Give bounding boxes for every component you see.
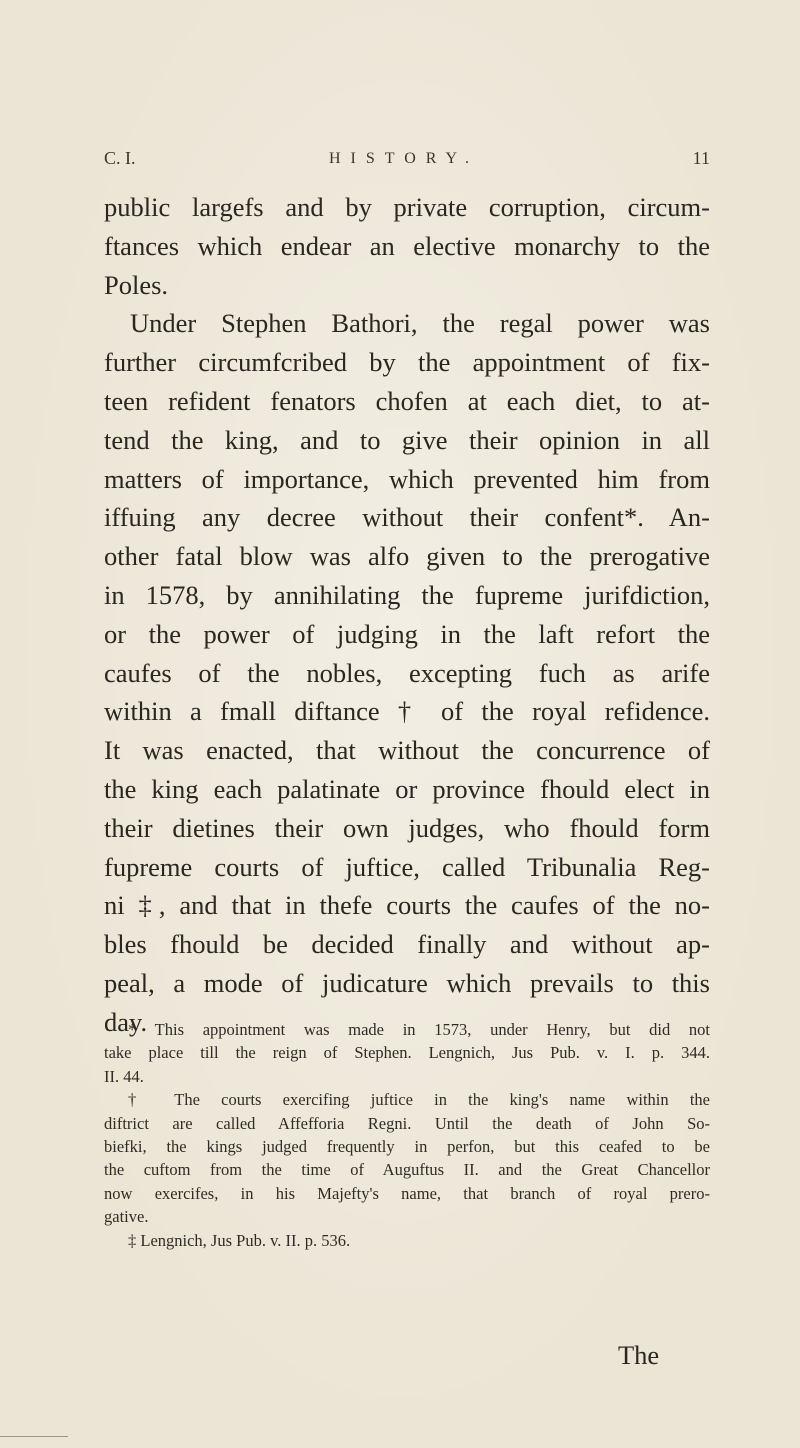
page-edge-rule — [0, 1436, 68, 1437]
main-text — [104, 188, 710, 1042]
text-line: caufes of the nobles, excepting fuch as arife — [104, 657, 710, 688]
footnote-line: † The courts exercifing juftice in the king's name within the — [128, 1090, 710, 1110]
running-title: HISTORY. — [328, 150, 480, 167]
footnote-line: II. 44. — [104, 1066, 144, 1086]
running-header — [104, 148, 710, 178]
text-line: ni ‡, and that in thefe courts the caufes of the no- — [104, 890, 710, 921]
footnote-line: now exercifes, in his Majefty's name, that branch of royal prero- — [104, 1183, 710, 1203]
footnote-line: gative. — [104, 1207, 149, 1227]
text-line: peal, a mode of judicature which prevails to this — [104, 967, 710, 998]
text-line: bles fhould be decided finally and without ap- — [104, 929, 710, 960]
text-line: iffuing any decree without their confent*. An- — [104, 502, 710, 533]
text-line: within a fmall diftance † of the royal refidence. — [104, 696, 710, 727]
text-line: their dietines their own judges, who fhould form — [104, 812, 710, 843]
footnote-line: * This appointment was made in 1573, under Henry, but did not — [128, 1020, 710, 1039]
text-line: It was enacted, that without the concurrence of — [104, 735, 710, 766]
text-line: Under Stephen Bathori, the regal power was — [130, 308, 710, 339]
text-line: matters of importance, which prevented him from — [104, 463, 710, 494]
text-line: ftances which endear an elective monarchy to the — [104, 230, 710, 261]
page-number: 11 — [692, 148, 710, 168]
chapter-marker: C. I. — [104, 148, 136, 168]
text-line: tend the king, and to give their opinion in all — [104, 424, 710, 455]
footnote-line: biefki, the kings judged frequently in perfon, but this ceafed to be — [104, 1137, 710, 1157]
catchword: The — [618, 1340, 660, 1370]
text-line: the king each palatinate or province fhould elect in — [104, 773, 710, 804]
text-line: public largefs and by private corruption, circum- — [104, 192, 710, 222]
text-line: in 1578, by annihilating the fupreme jurifdiction, — [104, 579, 710, 610]
text-line: fupreme courts of juftice, called Tribunalia Reg- — [104, 851, 710, 882]
footnote-line: diftrict are called Affefforia Regni. Until the death of John So- — [104, 1113, 710, 1133]
text-line: other fatal blow was alfo given to the prerogative — [104, 541, 710, 572]
text-line: teen refident fenators chofen at each diet, to at- — [104, 385, 710, 416]
text-line: further circumfcribed by the appointment of fix- — [104, 347, 710, 378]
footnote-line: the cuftom from the time of Auguftus II. and the Great Chancellor — [104, 1160, 710, 1180]
text-line: or the power of judging in the laft refort the — [104, 618, 710, 649]
footnotes — [104, 1018, 710, 1252]
footnote-line: take place till the reign of Stephen. Lengnich, Jus Pub. v. I. p. 344. — [104, 1043, 710, 1063]
footnote-line: ‡ Lengnich, Jus Pub. v. II. p. 536. — [128, 1230, 351, 1250]
text-line: Poles. — [104, 269, 169, 300]
text-line: day. — [104, 1006, 148, 1037]
